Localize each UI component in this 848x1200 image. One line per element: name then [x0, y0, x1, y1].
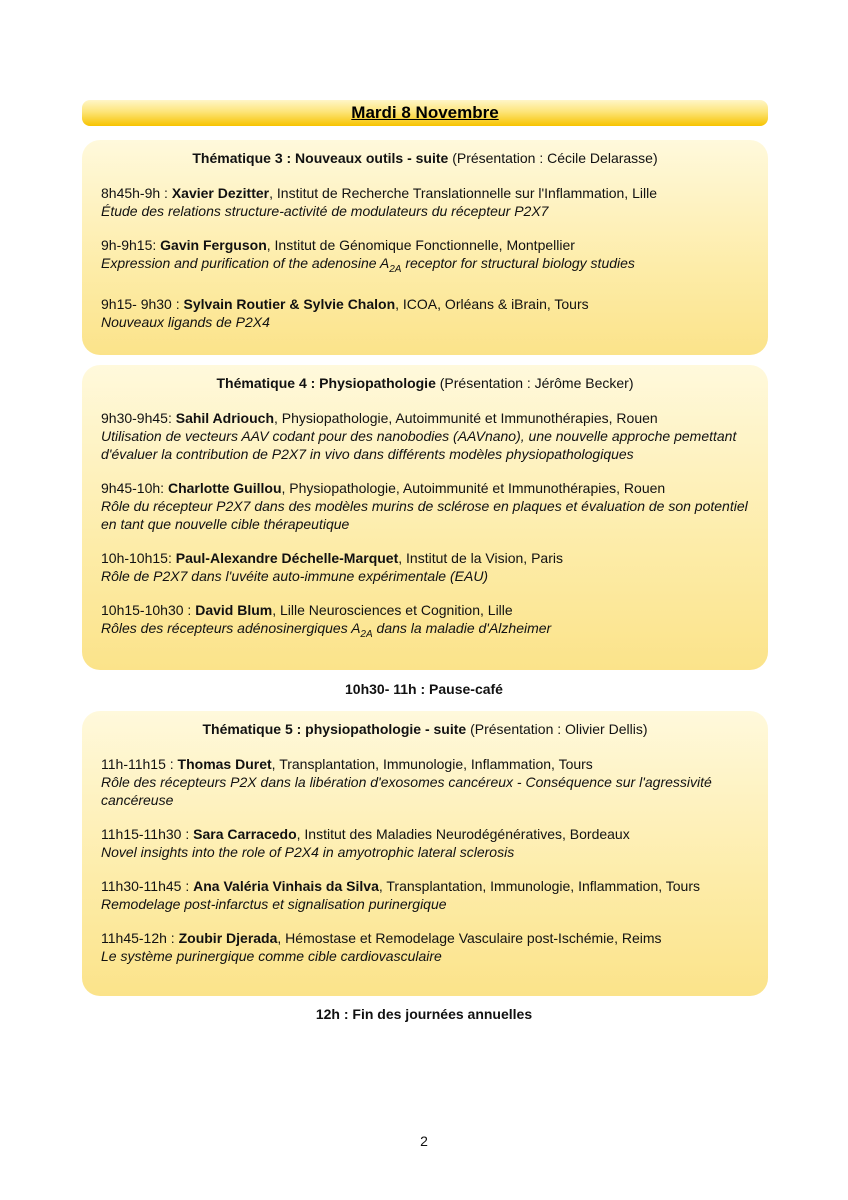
session-thematique-5: [82, 711, 768, 996]
talk-title: [101, 619, 749, 644]
talk-title: Étude des relations structure-activité de modulateurs du récepteur P2X7: [101, 203, 549, 219]
talk-time: 11h-11h15 :: [101, 756, 178, 772]
talk-title: Remodelage post-infarctus et signalisation purinergique: [101, 896, 447, 912]
page-number: 2: [420, 1133, 428, 1149]
talk-item: [101, 295, 749, 331]
talk-item: [101, 184, 749, 220]
talk-title: [101, 254, 749, 279]
talk-title: Novel insights into the role of P2X4 in amyotrophic lateral sclerosis: [101, 844, 515, 860]
talk-title-start: Rôles des récepteurs adénosinergiques A: [101, 620, 361, 636]
talk-speaker: Paul-Alexandre Déchelle-Marquet: [175, 550, 399, 566]
day-banner: [82, 100, 768, 126]
talk-affiliation: , Institut des Maladies Neurodégénératives, Bordeaux: [296, 826, 630, 842]
talk-time: 8h45h-9h :: [101, 185, 172, 201]
talk-time: 10h-10h15:: [101, 550, 176, 566]
talk-affiliation: , Hémostase et Remodelage Vasculaire post-Ischémie, Reims: [277, 930, 662, 946]
talk-item: [101, 601, 749, 644]
talk-affiliation: , Institut de Recherche Translationnelle sur l'Inflammation, Lille: [269, 185, 657, 201]
session-title: [101, 373, 749, 393]
talk-item: [101, 825, 749, 861]
talk-time: 9h-9h15:: [101, 237, 161, 253]
talk-item: [101, 479, 749, 533]
talk-affiliation: , Institut de Génomique Fonctionnelle, Montpellier: [266, 237, 575, 253]
talk-speaker: Sara Carracedo: [193, 826, 297, 842]
talk-speaker: Zoubir Djerada: [178, 930, 278, 946]
talk-item: [101, 236, 749, 279]
talk-speaker: Sylvain Routier & Sylvie Chalon: [183, 295, 396, 312]
coffee-break: 10h30- 11h : Pause-café: [345, 681, 503, 697]
talk-item: [101, 755, 749, 809]
talk-item: [101, 877, 749, 913]
day-heading: Mardi 8 Novembre: [351, 103, 499, 122]
session-theme: Thématique 5 : physiopathologie - suite: [202, 721, 467, 737]
talk-time: 9h15- 9h30 :: [101, 295, 184, 312]
session-thematique-3: [82, 140, 768, 355]
talk-speaker: Sahil Adriouch: [175, 410, 275, 426]
closing-note: 12h : Fin des journées annuelles: [315, 1006, 533, 1022]
talk-title: Rôle du récepteur P2X7 dans des modèles murins de sclérose en plaques et évaluation de son potentiel en tant que nouvelle cible thérapeutique: [101, 498, 748, 532]
talk-speaker: Thomas Duret: [177, 756, 272, 772]
talk-title-subscript: 2A: [360, 628, 373, 640]
session-presenter: (Présentation : Olivier Dellis): [466, 721, 648, 737]
session-title: [101, 148, 749, 168]
talk-speaker: Ana Valéria Vinhais da Silva: [193, 878, 379, 894]
session-presenter: (Présentation : Jérôme Becker): [435, 375, 634, 391]
talk-affiliation: , Transplantation, Immunologie, Inflammation, Tours: [378, 878, 700, 894]
talk-affiliation: , Institut de la Vision, Paris: [398, 550, 563, 566]
talk-time: 11h45-12h :: [101, 930, 179, 946]
talk-time: 11h30-11h45 :: [101, 878, 194, 894]
session-thematique-4: [82, 365, 768, 670]
session-theme: Thématique 3 : Nouveaux outils - suite: [192, 150, 449, 166]
talk-title: Rôle des récepteurs P2X dans la libération d'exosomes cancéreux - Conséquence sur l'agressivité cancéreuse: [101, 774, 712, 808]
talk-title-start: Expression and purification of the adenosine A: [101, 255, 390, 271]
talk-time: 11h15-11h30 :: [101, 826, 194, 842]
talk-speaker: Xavier Dezitter: [171, 185, 270, 201]
talk-title: Nouveaux ligands de P2X4: [101, 313, 270, 330]
talk-speaker: Gavin Ferguson: [160, 237, 267, 253]
talk-title-end: receptor for structural biology studies: [401, 255, 635, 271]
talk-time: 9h45-10h:: [101, 480, 168, 496]
talk-title: Le système purinergique comme cible cardiovasculaire: [101, 948, 442, 964]
talk-time: 10h15-10h30 :: [101, 602, 196, 618]
talk-affiliation: , Lille Neurosciences et Cognition, Lille: [272, 602, 513, 618]
talk-affiliation: , Physiopathologie, Autoimmunité et Immunothérapies, Rouen: [281, 480, 666, 496]
talk-affiliation: , ICOA, Orléans & iBrain, Tours: [395, 295, 589, 312]
talk-title-end: dans la maladie d'Alzheimer: [372, 620, 552, 636]
session-presenter: (Présentation : Cécile Delarasse): [448, 150, 658, 166]
talk-speaker: Charlotte Guillou: [167, 480, 282, 496]
talk-item: [101, 929, 749, 965]
session-theme: Thématique 4 : Physiopathologie: [216, 375, 436, 391]
talk-title: Rôle de P2X7 dans l'uvéite auto-immune expérimentale (EAU): [101, 568, 489, 584]
talk-item: [101, 409, 749, 463]
talk-title-subscript: 2A: [389, 263, 402, 275]
talk-item: [101, 549, 749, 585]
session-title: [101, 719, 749, 739]
talk-affiliation: , Physiopathologie, Autoimmunité et Immunothérapies, Rouen: [274, 410, 658, 426]
talk-speaker: David Blum: [195, 602, 273, 618]
talk-title: Utilisation de vecteurs AAV codant pour des nanobodies (AAVnano), une nouvelle approche pemettant d'évaluer la contribution de P2X7 in vivo dans différents modèles physiopathologiques: [101, 428, 737, 462]
talk-time: 9h30-9h45:: [101, 410, 176, 426]
talk-affiliation: , Transplantation, Immunologie, Inflammation, Tours: [271, 756, 593, 772]
